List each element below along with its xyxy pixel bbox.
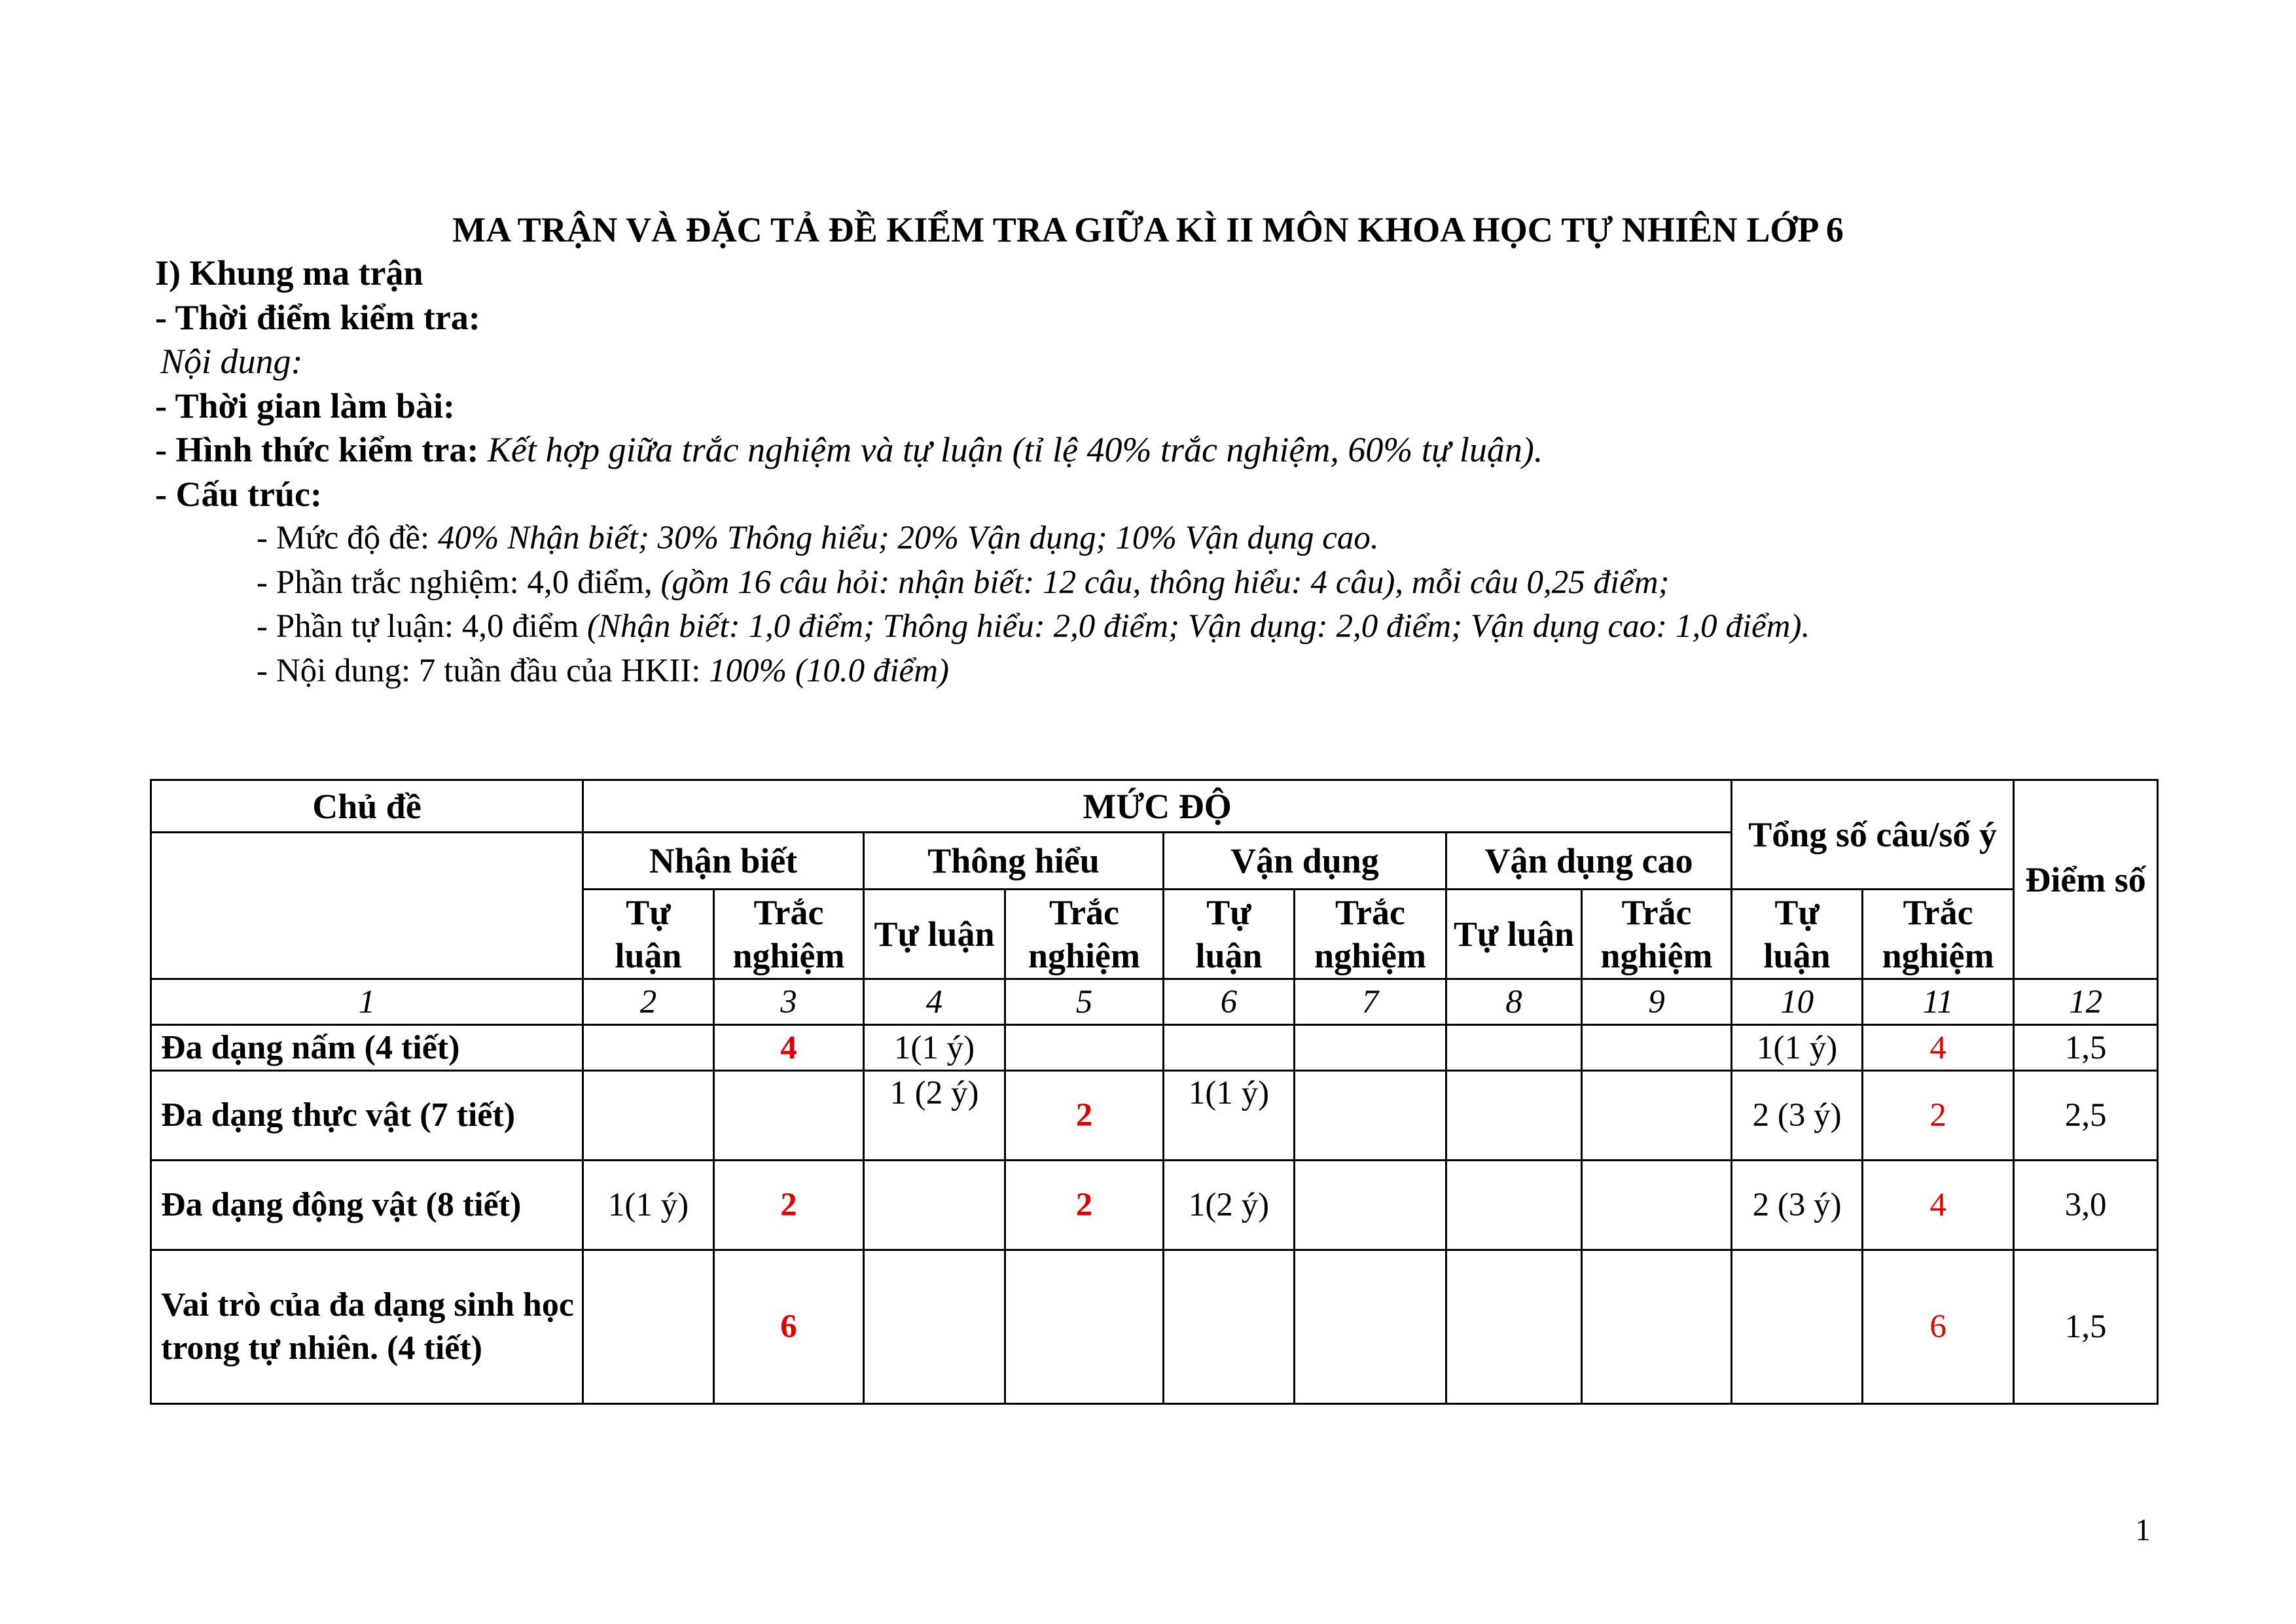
- matrix-table: [150, 779, 2159, 1405]
- col-number: 3: [714, 979, 864, 1025]
- sub-essay: Tự luận: [1732, 890, 1863, 979]
- col-number: 5: [1005, 979, 1164, 1025]
- cell: 1(2 ý): [1164, 1161, 1295, 1250]
- sub-mc: Trắc nghiệm: [714, 890, 864, 979]
- cell: [1295, 1161, 1446, 1250]
- header-score: Điểm số: [2014, 780, 2158, 979]
- header-level-2: Thông hiểu: [864, 833, 1164, 890]
- col-number: 2: [583, 979, 714, 1025]
- cell: [1446, 1071, 1582, 1161]
- row-topic: Đa dạng động vật (8 tiết): [151, 1161, 583, 1250]
- cell: [1582, 1025, 1732, 1071]
- cell: 1,5: [2014, 1250, 2158, 1404]
- cell: [1005, 1250, 1164, 1404]
- cell: [1446, 1250, 1582, 1404]
- mc-value: (gồm 16 câu hỏi: nhận biết: 12 câu, thông hiểu: 4 câu), mỗi câu 0,25 điểm;: [660, 564, 1670, 601]
- level-line: [155, 516, 1810, 561]
- scope-label: - Nội dung: 7 tuần đầu của HKII:: [257, 652, 701, 689]
- cell: [1732, 1250, 1863, 1404]
- cell: 3,0: [2014, 1161, 2158, 1250]
- col-number: 10: [1732, 979, 1863, 1025]
- mc-label: - Phần trắc nghiệm: 4,0 điểm,: [257, 564, 653, 601]
- col-number: 4: [864, 979, 1005, 1025]
- section-heading: I) Khung ma trận: [155, 253, 423, 293]
- exam-time-label: - Thời điểm kiểm tra:: [155, 297, 480, 337]
- cell: [583, 1250, 714, 1404]
- col-number: 9: [1582, 979, 1732, 1025]
- row-topic: Vai trò của đa dạng sinh học trong tự nhiên. (4 tiết): [151, 1250, 583, 1404]
- scope-line: [155, 649, 1810, 694]
- exam-form-line: [155, 428, 1810, 473]
- col-number: 1: [151, 979, 583, 1025]
- table-row: [151, 1250, 2158, 1404]
- cell: 2: [714, 1161, 864, 1250]
- duration-label: - Thời gian làm bài:: [155, 386, 455, 425]
- page-number: 1: [2135, 1513, 2151, 1547]
- cell: [1164, 1250, 1295, 1404]
- cell: [1582, 1071, 1732, 1161]
- cell: [583, 1025, 714, 1071]
- level-value: 40% Nhận biết; 30% Thông hiểu; 20% Vận dụng; 10% Vận dụng cao.: [437, 520, 1379, 556]
- cell: [1295, 1250, 1446, 1404]
- structure-label: - Cấu trúc:: [155, 474, 322, 514]
- cell: 2 (3 ý): [1732, 1071, 1863, 1161]
- cell: [583, 1071, 714, 1161]
- cell: 1(1 ý): [1732, 1025, 1863, 1071]
- cell: [864, 1161, 1005, 1250]
- col-number: 7: [1295, 979, 1446, 1025]
- row-topic: Đa dạng thực vật (7 tiết): [151, 1071, 583, 1161]
- table-row: [151, 1071, 2158, 1161]
- cell: 2: [1863, 1071, 2014, 1161]
- header-row-1: [151, 780, 2158, 833]
- cell: [1295, 1025, 1446, 1071]
- sub-mc: Trắc nghiệm: [1005, 890, 1164, 979]
- cell: [1005, 1025, 1164, 1071]
- cell: 1,5: [2014, 1025, 2158, 1071]
- header-level-4: Vận dụng cao: [1446, 833, 1732, 890]
- cell: 2,5: [2014, 1071, 2158, 1161]
- cell: [864, 1250, 1005, 1404]
- intro-section: [155, 251, 1810, 693]
- row-topic: Đa dạng nấm (4 tiết): [151, 1025, 583, 1071]
- cell: 4: [714, 1025, 864, 1071]
- col-number: 8: [1446, 979, 1582, 1025]
- header-topic-blank: [151, 833, 583, 979]
- sub-essay: Tự luận: [1446, 890, 1582, 979]
- exam-form-label: - Hình thức kiểm tra:: [155, 430, 479, 469]
- cell: 2: [1005, 1161, 1164, 1250]
- header-level: MỨC ĐỘ: [583, 780, 1732, 833]
- exam-form-value: Kết hợp giữa trắc nghiệm và tự luận (tỉ lệ 40% trắc nghiệm, 60% tự luận).: [487, 430, 1543, 469]
- sub-mc: Trắc nghiệm: [1295, 890, 1446, 979]
- table-row: [151, 1161, 2158, 1250]
- mc-line: [155, 561, 1810, 605]
- cell: 1 (2 ý): [864, 1071, 1005, 1161]
- sub-essay: Tự luận: [864, 890, 1005, 979]
- cell: [1164, 1025, 1295, 1071]
- col-number: 12: [2014, 979, 2158, 1025]
- cell: 4: [1863, 1161, 2014, 1250]
- sub-mc: Trắc nghiệm: [1863, 890, 2014, 979]
- level-label: - Mức độ đề:: [257, 520, 430, 556]
- scope-value: 100% (10.0 điểm): [709, 652, 950, 689]
- cell: 1(1 ý): [583, 1161, 714, 1250]
- cell: 1(1 ý): [864, 1025, 1005, 1071]
- cell: 6: [714, 1250, 864, 1404]
- document-title: MA TRẬN VÀ ĐẶC TẢ ĐỀ KIỂM TRA GIỮA KÌ II MÔN KHOA HỌC TỰ NHIÊN LỚP 6: [452, 210, 1844, 249]
- cell: 6: [1863, 1250, 2014, 1404]
- cell: 4: [1863, 1025, 2014, 1071]
- cell: [1582, 1161, 1732, 1250]
- table-row: [151, 1025, 2158, 1071]
- cell: [1295, 1071, 1446, 1161]
- header-total: Tổng số câu/số ý: [1732, 780, 2014, 890]
- essay-label: - Phần tự luận: 4,0 điểm: [257, 608, 579, 645]
- sub-essay: Tự luận: [583, 890, 714, 979]
- header-level-1: Nhận biết: [583, 833, 864, 890]
- col-number: 11: [1863, 979, 2014, 1025]
- column-number-row: [151, 979, 2158, 1025]
- col-number: 6: [1164, 979, 1295, 1025]
- sub-essay: Tự luận: [1164, 890, 1295, 979]
- essay-value: (Nhận biết: 1,0 điểm; Thông hiểu: 2,0 điểm; Vận dụng: 2,0 điểm; Vận dụng cao: 1,0 điểm).: [587, 608, 1810, 645]
- content-label: Nội dung:: [160, 342, 303, 381]
- sub-mc: Trắc nghiệm: [1582, 890, 1732, 979]
- header-topic: Chủ đề: [151, 780, 583, 833]
- essay-line: [155, 605, 1810, 649]
- cell: [1446, 1161, 1582, 1250]
- cell: [714, 1071, 864, 1161]
- cell: [1582, 1250, 1732, 1404]
- cell: [1446, 1025, 1582, 1071]
- cell: 2 (3 ý): [1732, 1161, 1863, 1250]
- cell: 2: [1005, 1071, 1164, 1161]
- cell: 1(1 ý): [1164, 1071, 1295, 1161]
- header-level-3: Vận dụng: [1164, 833, 1446, 890]
